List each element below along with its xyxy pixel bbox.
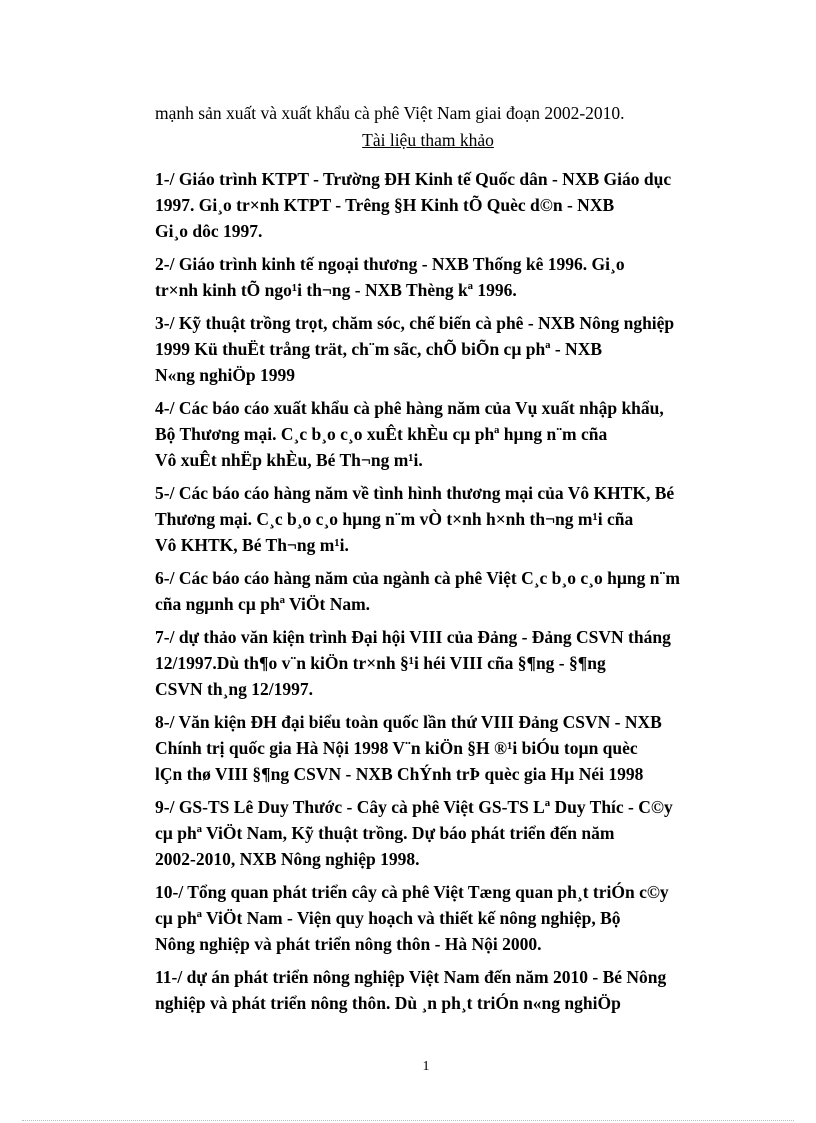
reference-line: 8-/ Văn kiện ĐH đại biểu toàn quốc lần thứ VIII Đảng CSVN - NXB xyxy=(155,712,662,732)
reference-line: 4-/ Các báo cáo xuất khẩu cà phê hàng năm của Vụ xuất nhập khẩu, xyxy=(155,398,664,418)
reference-item xyxy=(155,709,740,787)
reference-line: 12/1997.Dù th¶o v¨n kiÖn tr×nh §¹i héi VIII cña §¶ng - §¶ng xyxy=(155,653,606,673)
reference-line: Thương mại. C¸c b¸o c¸o hµng n¨m vÒ t×nh h×nh th¬ng m¹i cña xyxy=(155,509,634,529)
reference-item xyxy=(155,624,740,702)
reference-line: 3-/ Kỹ thuật trồng trọt, chăm sóc, chế biến cà phê - NXB Nông nghiệp xyxy=(155,313,675,333)
reference-item xyxy=(155,395,740,473)
reference-item xyxy=(155,166,740,244)
reference-line: Vô KHTK, Bé Th¬ng m¹i. xyxy=(155,535,349,555)
reference-item xyxy=(155,879,740,957)
reference-item xyxy=(155,565,740,617)
reference-line: cµ phª ViÖt Nam, Kỹ thuật trồng. Dự báo phát triển đến năm xyxy=(155,823,615,843)
page-number: 1 xyxy=(422,1059,430,1074)
reference-line: Vô xuÊt nhËp khÈu, Bé Th¬ng m¹i. xyxy=(155,450,423,470)
reference-line: lÇn thø VIII §¶ng CSVN - NXB ChÝnh trÞ quèc gia Hµ Néi 1998 xyxy=(155,764,644,784)
reference-line: Nông nghiệp và phát triển nông thôn - Hà Nội 2000. xyxy=(155,934,542,954)
reference-line: 9-/ GS-TS Lê Duy Thước - Cây cà phê Việt GS-TS Lª Duy Thíc - C©y xyxy=(155,797,673,817)
reference-line: Gi¸o dôc 1997. xyxy=(155,221,263,241)
reference-line: N«ng nghiÖp 1999 xyxy=(155,365,296,385)
reference-line: 2-/ Giáo trình kinh tế ngoại thương - NXB Thống kê 1996. Gi¸o xyxy=(155,254,625,274)
reference-line: cña ngµnh cµ phª ViÖt Nam. xyxy=(155,594,371,614)
references-heading: Tài liệu tham khảo xyxy=(362,130,494,150)
reference-item xyxy=(155,794,740,872)
reference-item xyxy=(155,310,740,388)
reference-item xyxy=(155,964,740,1016)
reference-line: Bộ Thương mại. C¸c b¸o c¸o xuÊt khÈu cµ phª hµng n¨m cña xyxy=(155,424,608,444)
reference-line: 7-/ dự thảo văn kiện trình Đại hội VIII của Đảng - Đảng CSVN tháng xyxy=(155,627,671,647)
reference-line: 1999 Kü thuËt trång trät, ch¨m sãc, chÕ biÕn cµ phª - NXB xyxy=(155,339,603,359)
page-bottom-divider xyxy=(22,1120,794,1121)
intro-text: mạnh sản xuất và xuất khẩu cà phê Việt Nam giai đoạn 2002-2010. xyxy=(155,103,625,123)
reference-line: cµ phª ViÖt Nam - Viện quy hoạch và thiết kế nông nghiệp, Bộ xyxy=(155,908,621,928)
reference-item xyxy=(155,251,740,303)
reference-line: 1997. Gi¸o tr×nh KTPT - Trêng §H Kinh tÕ Quèc d©n - NXB xyxy=(155,195,615,215)
reference-line: 5-/ Các báo cáo hàng năm về tình hình thương mại của Vô KHTK, Bé xyxy=(155,483,675,503)
reference-line: 11-/ dự án phát triển nông nghiệp Việt Nam đến năm 2010 - Bé Nông xyxy=(155,967,667,987)
reference-line: Chính trị quốc gia Hà Nội 1998 V¨n kiÖn §H ®¹i biÓu toµn quèc xyxy=(155,738,638,758)
reference-line: CSVN th¸ng 12/1997. xyxy=(155,679,314,699)
reference-line: 6-/ Các báo cáo hàng năm của ngành cà phê Việt C¸c b¸o c¸o hµng n¨m xyxy=(155,568,680,588)
reference-line: 10-/ Tổng quan phát triển cây cà phê Việt Tæng quan ph¸t triÓn c©y xyxy=(155,882,669,902)
reference-line: 1-/ Giáo trình KTPT - Trường ĐH Kinh tế Quốc dân - NXB Giáo dục xyxy=(155,169,672,189)
reference-item xyxy=(155,480,740,558)
reference-list xyxy=(155,166,740,1023)
reference-line: 2002-2010, NXB Nông nghiệp 1998. xyxy=(155,849,420,869)
reference-line: nghiệp và phát triển nông thôn. Dù ¸n ph¸t triÓn n«ng nghiÖp xyxy=(155,993,621,1013)
reference-line: tr×nh kinh tÕ ngo¹i th¬ng - NXB Thèng kª 1996. xyxy=(155,280,517,300)
